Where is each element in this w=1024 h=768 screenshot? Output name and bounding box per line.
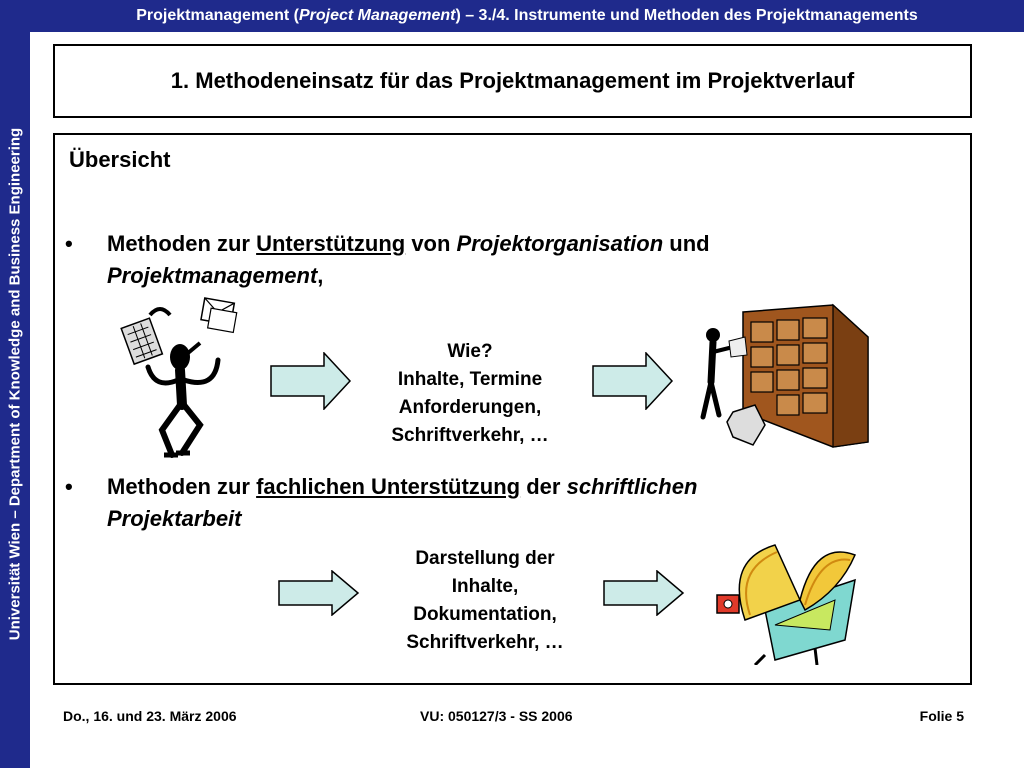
content-box — [53, 133, 972, 685]
slide-title — [53, 44, 972, 118]
m1-line1: Wie? — [447, 341, 493, 362]
bullet-2-text — [107, 471, 927, 535]
m2-line4: Schriftverkehr, … — [406, 632, 564, 653]
b1-part2: von — [405, 231, 457, 256]
b1-part4: , — [317, 263, 324, 288]
header-italic: Project Management — [298, 7, 456, 24]
juggler-illustration-icon — [120, 295, 250, 460]
b2-part1: Methoden zur — [107, 474, 257, 499]
arrow-right-1-icon — [270, 352, 352, 410]
header-suffix: ) – 3./4. Instrumente und Methoden des Projektmanagements — [455, 7, 918, 24]
m1-line2: Inhalte, Termine — [397, 369, 543, 390]
m2-line3: Dokumentation, — [413, 604, 557, 625]
footer-date: Do., 16. und 23. März 2006 — [63, 708, 237, 724]
bullet-1-symbol: • — [65, 231, 73, 256]
left-sidebar — [0, 0, 30, 768]
b1-part3: und — [663, 231, 710, 256]
bullet-1 — [65, 228, 945, 292]
slide-title-text: 1. Methodeneinsatz für das Projektmanagement im Projektverlauf — [170, 68, 855, 93]
overview-heading: Übersicht — [69, 147, 171, 172]
middle-text-2 — [360, 545, 610, 657]
b1-underline: Unterstützung — [256, 231, 406, 256]
bullet-2-symbol: • — [65, 474, 73, 499]
bullet-1-text — [107, 228, 927, 292]
bullet-2 — [65, 471, 945, 535]
footer-slide-number: Folie 5 — [919, 708, 964, 724]
middle-text-1 — [345, 338, 595, 450]
b2-underline: fachlichen Unterstützung — [256, 474, 521, 499]
m2-line1: Darstellung der — [415, 548, 555, 569]
m1-line3: Anforderungen, — [398, 397, 542, 418]
arrow-right-2-icon — [592, 352, 674, 410]
filing-shelf-illustration-icon — [693, 297, 883, 457]
footer-course: VU: 050127/3 - SS 2006 — [420, 708, 573, 724]
arrow-right-4-icon — [603, 570, 685, 616]
sidebar-label: Universität Wien – Department of Knowledge and Business Engineering — [6, 127, 24, 641]
b1-italic1: Projektorganisation — [456, 231, 664, 256]
b2-italic2: Projektarbeit — [107, 506, 242, 531]
b1-part1: Methoden zur — [107, 231, 257, 256]
arrow-right-3-icon — [278, 570, 360, 616]
m2-line2: Inhalte, — [451, 576, 519, 597]
b1-italic2: Projektmanagement — [107, 263, 318, 288]
b2-part2: der — [520, 474, 567, 499]
header-bar — [30, 0, 1024, 32]
header-prefix: Projektmanagement ( — [136, 7, 299, 24]
open-book-illustration-icon — [705, 530, 875, 665]
b2-italic1: schriftlichen — [566, 474, 698, 499]
m1-line4: Schriftverkehr, … — [391, 425, 549, 446]
